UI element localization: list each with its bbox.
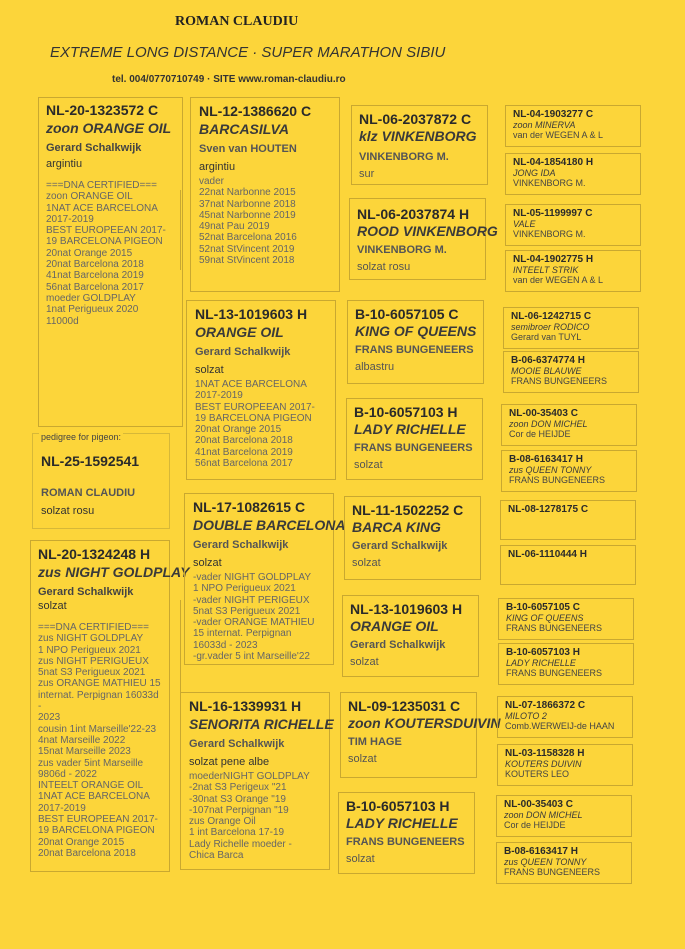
dam-notes: ===DNA CERTIFIED=== zus NIGHT GOLDPLAY 1 NPO Perigueux 2021 zus NIGHT PERIGUEUX 5nat S3 Perigueux 2021 zus ORANGE MATHIEU 15 internat. Perpignan 16033d - 2023 cousin 1int Marseille'22-23 4nat Marseille 2022 15nat Marseille 2023 zus vader 5int Marseille 9806d - 2022 INTEELT ORANGE OIL 1NAT ACE BARCELONA 2017-2019 BEST EUROPEEAN 2017- 19 BARCELONA PIGEON 20nat Orange 2015 20nat Barcelona 2018 — [38, 622, 161, 859]
ggp-ring: NL-13-1019603 H — [350, 601, 463, 617]
great-grandparent-card — [340, 692, 501, 778]
gggp-breeder: VINKENBORG M. — [513, 229, 586, 239]
gggp-breeder: KOUTERS LEO — [505, 769, 570, 779]
great-grandparent-card — [346, 398, 483, 480]
gggp-card — [496, 795, 632, 837]
sire-color: argintiu — [46, 158, 83, 170]
grandparent-notes: -vader NIGHT GOLDPLAY 1 NPO Perigueux 2021 -vader NIGHT PERIGEUX 5nat S3 Perigueux 2021 -vader ORANGE MATHIEU 15 internat. Perpignan 16033d - 2023 -gr.vader 5 int Marseille'22 — [193, 572, 315, 663]
sire-card — [38, 97, 183, 427]
grandparent-breeder: Gerard Schalkwijk — [195, 346, 291, 358]
gggp-breeder: FRANS BUNGENEERS — [506, 668, 603, 678]
ggp-breeder: TIM HAGE — [348, 736, 402, 748]
grandparent-card — [180, 692, 334, 870]
subject-legend: pedigree for pigeon: — [41, 432, 122, 442]
gggp-breeder: Comb.WERWEIJ-de HAAN — [505, 721, 615, 731]
ggp-breeder: FRANS BUNGENEERS — [346, 836, 465, 848]
ggp-ring: NL-09-1235031 C — [348, 698, 461, 714]
ggp-color: solzat — [350, 656, 379, 668]
ggp-breeder: Gerard Schalkwijk — [352, 540, 448, 552]
ggp-name: KING OF QUEENS — [355, 323, 477, 339]
gggp-ring: B-10-6057105 C — [506, 602, 580, 613]
gggp-ring: NL-00-35403 C — [504, 799, 573, 810]
gggp-card — [505, 105, 641, 147]
grandparent-color: solzat pene albe — [189, 756, 270, 768]
subject-color: solzat rosu — [41, 505, 95, 517]
gggp-name: MILOTO 2 — [505, 711, 547, 721]
ggp-ring: B-10-6057103 H — [354, 404, 458, 420]
gggp-card — [505, 250, 641, 292]
gggp-name: zus QUEEN TONNY — [504, 857, 587, 867]
dam-color: solzat — [38, 600, 67, 612]
gggp-name: JONG IDA — [513, 168, 556, 178]
sire-breeder: Gerard Schalkwijk — [46, 142, 142, 154]
gggp-ring: NL-04-1854180 H — [513, 157, 594, 168]
gggp-breeder: van der WEGEN A & L — [513, 275, 604, 285]
gggp-breeder: Gerard van TUYL — [511, 332, 582, 342]
gggp-card — [505, 204, 641, 246]
ggp-name: ROOD VINKENBORG — [357, 223, 498, 239]
grandparent-ring: NL-16-1339931 H — [189, 698, 302, 714]
great-grandparent-card — [347, 300, 484, 384]
gggp-name: INTEELT STRIK — [513, 265, 579, 275]
sire-name: zoon ORANGE OIL — [46, 120, 172, 136]
grandparent-card — [186, 300, 336, 480]
ggp-color: solzat — [354, 459, 383, 471]
grandparent-breeder: Sven van HOUTEN — [199, 143, 297, 155]
ggp-color: sur — [359, 168, 375, 180]
gggp-name: LADY RICHELLE — [506, 658, 576, 668]
ggp-color: solzat rosu — [357, 261, 411, 273]
ggp-breeder: VINKENBORG M. — [359, 151, 449, 163]
grandparent-ring: NL-12-1386620 C — [199, 103, 312, 119]
grandparent-color: argintiu — [199, 161, 236, 173]
gggp-ring: NL-08-1278175 C — [508, 504, 589, 515]
grandparent-card — [184, 493, 346, 665]
sire-notes: ===DNA CERTIFIED=== zoon ORANGE OIL 1NAT ACE BARCELONA 2017-2019 BEST EUROPEEAN 2017- 19 BARCELONA PIGEON 20nat Orange 2015 20nat Barcelona 2018 41nat Barcelona 2019 56nat Barcelona 2017 moeder GOLDPLAY 1nat Perigueux 2020 11000d — [46, 180, 166, 327]
connector-line — [180, 600, 181, 700]
ggp-name: ORANGE OIL — [350, 618, 439, 634]
great-grandparent-card — [338, 792, 475, 874]
subject-breeder: ROMAN CLAUDIU — [41, 487, 136, 499]
grandparent-breeder: Gerard Schalkwijk — [189, 738, 285, 750]
grandparent-notes: moederNIGHT GOLDPLAY -2nat S3 Perigeux "21 -30nat S3 Orange "19 -107nat Perpignan "19 zus Orange Oil 1 int Barcelona 17-19 Lady Richelle moeder - Chica Barca — [189, 771, 310, 862]
ggp-ring: B-10-6057105 C — [355, 306, 459, 322]
dam-name: zus NIGHT GOLDPLAY — [38, 564, 190, 580]
ggp-color: solzat — [348, 753, 377, 765]
grandparent-color: solzat — [195, 364, 224, 376]
ggp-name: BARCA KING — [352, 519, 441, 535]
gggp-ring: NL-06-1110444 H — [508, 549, 587, 560]
grandparent-name: SENORITA RICHELLE — [189, 716, 334, 732]
gggp-card — [498, 598, 634, 640]
gggp-card — [501, 404, 637, 446]
gggp-ring: B-08-6163417 H — [509, 454, 583, 465]
ggp-color: solzat — [352, 557, 381, 569]
ggp-color: solzat — [346, 853, 375, 865]
gggp-name: semibroer RODICO — [511, 322, 590, 332]
gggp-breeder: FRANS BUNGENEERS — [504, 867, 601, 877]
gggp-breeder: Cor de HEIJDE — [504, 820, 566, 830]
gggp-ring: B-10-6057103 H — [506, 647, 580, 658]
ggp-ring: NL-06-2037874 H — [357, 206, 470, 222]
ggp-breeder: VINKENBORG M. — [357, 244, 447, 256]
grandparent-notes: vader 22nat Narbonne 2015 37nat Narbonne 2018 45nat Narbonne 2019 49nat Pau 2019 52nat Barcelona 2016 52nat StVincent 2019 59nat StVincent 2018 — [199, 176, 297, 267]
gggp-card — [497, 696, 633, 738]
ggp-color: albastru — [355, 361, 395, 373]
gggp-name: KOUTERS DUIVIN — [505, 759, 582, 769]
gggp-ring: NL-03-1158328 H — [505, 748, 585, 759]
gggp-name: MOOIE BLAUWE — [511, 366, 582, 376]
grandparent-ring: NL-13-1019603 H — [195, 306, 308, 322]
great-grandparent-card — [344, 496, 481, 580]
dam-breeder: Gerard Schalkwijk — [38, 586, 134, 598]
gggp-ring: NL-00-35403 C — [509, 408, 578, 419]
subject-ring: NL-25-1592541 — [41, 453, 140, 469]
gggp-card — [503, 351, 639, 393]
subject-card — [32, 433, 170, 529]
grandparent-card — [190, 97, 340, 292]
gggp-name: VALE — [513, 219, 536, 229]
gggp-name: zoon DON MICHEL — [509, 419, 588, 429]
gggp-breeder: FRANS BUNGENEERS — [506, 623, 603, 633]
page-title: ROMAN CLAUDIU — [175, 14, 299, 29]
ggp-name: klz VINKENBORG — [359, 128, 477, 144]
gggp-breeder: Cor de HEIJDE — [509, 429, 571, 439]
grandparent-name: ORANGE OIL — [195, 324, 284, 340]
gggp-ring: NL-07-1866372 C — [505, 700, 586, 711]
grandparent-name: BARCASILVA — [199, 121, 289, 137]
gggp-ring: B-08-6163417 H — [504, 846, 578, 857]
ggp-breeder: FRANS BUNGENEERS — [354, 442, 473, 454]
great-grandparent-card — [342, 595, 479, 677]
ggp-name: LADY RICHELLE — [346, 815, 458, 831]
grandparent-ring: NL-17-1082615 C — [193, 499, 306, 515]
dam-ring: NL-20-1324248 H — [38, 546, 151, 562]
gggp-ring: NL-06-1242715 C — [511, 311, 592, 322]
ggp-breeder: Gerard Schalkwijk — [350, 639, 446, 651]
ggp-ring: NL-11-1502252 C — [352, 502, 464, 518]
gggp-name: KING OF QUEENS — [506, 613, 584, 623]
gggp-card — [500, 545, 636, 585]
gggp-name: zoon DON MICHEL — [504, 810, 583, 820]
gggp-card — [501, 450, 637, 492]
ggp-name: zoon KOUTERSDUIVIN — [348, 715, 501, 731]
grandparent-notes: 1NAT ACE BARCELONA 2017-2019 BEST EUROPEEAN 2017- 19 BARCELONA PIGEON 20nat Orange 2015 20nat Barcelona 2018 41nat Barcelona 2019 56nat Barcelona 2017 — [195, 379, 315, 470]
ggp-breeder: FRANS BUNGENEERS — [355, 344, 474, 356]
gggp-ring: NL-05-1199997 C — [513, 208, 593, 219]
gggp-card — [497, 744, 633, 786]
grandparent-name: DOUBLE BARCELONA — [193, 517, 346, 533]
dam-card — [30, 540, 190, 872]
gggp-name: zus QUEEN TONNY — [509, 465, 592, 475]
ggp-ring: NL-06-2037872 C — [359, 111, 472, 127]
ggp-ring: B-10-6057103 H — [346, 798, 450, 814]
contact-line: tel. 004/0770710749 · SITE www.roman-claudiu.ro — [112, 74, 346, 85]
great-grandparent-card — [349, 198, 498, 280]
page-subtitle: EXTREME LONG DISTANCE · SUPER MARATHON SIBIU — [50, 44, 446, 61]
gggp-ring: B-06-6374774 H — [511, 355, 585, 366]
gggp-breeder: van der WEGEN A & L — [513, 130, 604, 140]
gggp-name: zoon MINERVA — [513, 120, 576, 130]
great-grandparent-card — [351, 105, 488, 185]
gggp-card — [505, 153, 641, 195]
grandparent-color: solzat — [193, 557, 222, 569]
gggp-breeder: FRANS BUNGENEERS — [509, 475, 606, 485]
gggp-card — [496, 842, 632, 884]
sire-ring: NL-20-1323572 C — [46, 102, 159, 118]
grandparent-breeder: Gerard Schalkwijk — [193, 539, 289, 551]
gggp-card — [500, 500, 636, 540]
gggp-ring: NL-04-1903277 C — [513, 109, 594, 120]
gggp-card — [503, 307, 639, 349]
gggp-card — [498, 643, 634, 685]
gggp-breeder: FRANS BUNGENEERS — [511, 376, 608, 386]
gggp-ring: NL-04-1902775 H — [513, 254, 594, 265]
ggp-name: LADY RICHELLE — [354, 421, 466, 437]
gggp-breeder: VINKENBORG M. — [513, 178, 586, 188]
